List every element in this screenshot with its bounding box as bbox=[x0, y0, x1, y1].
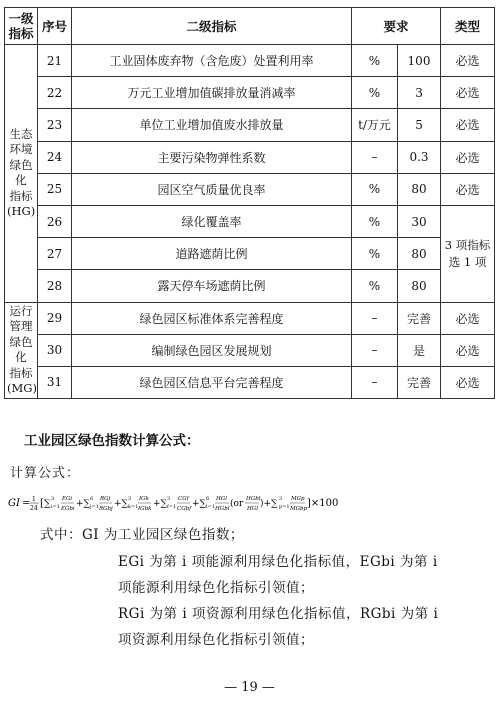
row-unit: – bbox=[352, 141, 398, 173]
row-name: 绿化覆盖率 bbox=[72, 205, 352, 237]
category-mg: 运行 管理 绿色 化 指标 (MG) bbox=[5, 302, 38, 399]
indicator-table bbox=[4, 7, 495, 399]
svg-text:24: 24 bbox=[30, 505, 38, 512]
row-type: 必选 bbox=[441, 109, 495, 141]
svg-text:EGi: EGi bbox=[62, 496, 73, 502]
svg-text:HGbl: HGbl bbox=[246, 496, 261, 502]
svg-text:1: 1 bbox=[32, 496, 36, 503]
row-value: 80 bbox=[398, 270, 441, 302]
svg-text:6: 6 bbox=[206, 496, 210, 502]
header-requirement: 要求 bbox=[352, 8, 441, 45]
table-row bbox=[5, 238, 495, 270]
row-unit: – bbox=[352, 334, 398, 366]
svg-text:3: 3 bbox=[167, 496, 171, 502]
row-name: 道路遮荫比例 bbox=[72, 238, 352, 270]
table-row bbox=[5, 141, 495, 173]
svg-text:MGp: MGp bbox=[291, 496, 305, 502]
row-unit: % bbox=[352, 270, 398, 302]
row-seq: 28 bbox=[38, 270, 72, 302]
table-row bbox=[5, 270, 495, 302]
row-seq: 26 bbox=[38, 205, 72, 237]
row-name: 万元工业增加值碳排放量消减率 bbox=[72, 77, 352, 109]
svg-text:CGbf: CGbf bbox=[177, 506, 192, 512]
row-seq: 29 bbox=[38, 302, 72, 334]
svg-text:RGbj: RGbj bbox=[99, 506, 113, 512]
table-row bbox=[5, 109, 495, 141]
row-value: 80 bbox=[398, 238, 441, 270]
svg-text:+∑: +∑ bbox=[114, 499, 128, 509]
svg-text:=: = bbox=[22, 498, 31, 509]
svg-text:]×100: ]×100 bbox=[307, 498, 339, 509]
svg-text:HGl: HGl bbox=[216, 496, 227, 502]
row-name: 编制绿色园区发展规划 bbox=[72, 334, 352, 366]
row-value: 5 bbox=[398, 109, 441, 141]
row-unit: – bbox=[352, 302, 398, 334]
row-type: 必选 bbox=[441, 45, 495, 77]
svg-text:CGf: CGf bbox=[178, 496, 189, 502]
row-type: 必选 bbox=[441, 173, 495, 205]
row-type: 必选 bbox=[441, 77, 495, 109]
row-type: 必选 bbox=[441, 302, 495, 334]
svg-text:+∑: +∑ bbox=[76, 499, 90, 509]
category-hg: 生态 环境 绿色 化 指标 (HG) bbox=[5, 45, 38, 303]
header-type: 类型 bbox=[441, 8, 495, 45]
row-name: 主要污染物弹性系数 bbox=[72, 141, 352, 173]
svg-text:l=1: l=1 bbox=[206, 504, 215, 510]
row-value: 完善 bbox=[398, 366, 441, 398]
row-value: 80 bbox=[398, 173, 441, 205]
svg-text:j=1: j=1 bbox=[90, 504, 99, 510]
table-row bbox=[5, 334, 495, 366]
svg-text:HGl: HGl bbox=[247, 506, 258, 512]
table-row bbox=[5, 77, 495, 109]
row-unit: % bbox=[352, 77, 398, 109]
header-seq: 序号 bbox=[38, 8, 72, 45]
row-unit: % bbox=[352, 205, 398, 237]
row-seq: 25 bbox=[38, 173, 72, 205]
table-row bbox=[5, 205, 495, 237]
row-value: 3 bbox=[398, 77, 441, 109]
green-index-formula bbox=[8, 488, 496, 518]
row-value: 完善 bbox=[398, 302, 441, 334]
header-level2: 二级指标 bbox=[72, 8, 352, 45]
svg-text:IGbk: IGbk bbox=[138, 506, 152, 512]
row-type: 必选 bbox=[441, 141, 495, 173]
svg-text:[: [ bbox=[40, 498, 44, 509]
row-seq: 22 bbox=[38, 77, 72, 109]
row-name: 绿色园区标准体系完善程度 bbox=[72, 302, 352, 334]
svg-text:3: 3 bbox=[279, 496, 283, 502]
explanation-line-1: 式中：GI 为工业园区绿色指数； bbox=[40, 527, 244, 543]
row-unit: t/万元 bbox=[352, 109, 398, 141]
svg-text:k=1: k=1 bbox=[128, 504, 139, 510]
svg-text:3: 3 bbox=[128, 496, 132, 502]
row-seq: 23 bbox=[38, 109, 72, 141]
row-value: 0.3 bbox=[398, 141, 441, 173]
svg-text:∑: ∑ bbox=[44, 499, 51, 509]
svg-text:+∑: +∑ bbox=[192, 499, 206, 509]
formula-section-title: 工业园区绿色指数计算公式： bbox=[24, 433, 200, 449]
row-type: 必选 bbox=[441, 334, 495, 366]
table-row bbox=[5, 366, 495, 398]
svg-text:GI: GI bbox=[8, 498, 20, 509]
explanation-line-5: 项资源利用绿色化指标引领值； bbox=[118, 632, 314, 648]
svg-text:3: 3 bbox=[51, 496, 55, 502]
header-level1: 一级 指标 bbox=[5, 8, 38, 45]
row-unit: % bbox=[352, 45, 398, 77]
svg-text:MGbp: MGbp bbox=[290, 506, 308, 512]
svg-text:IGk: IGk bbox=[139, 496, 149, 502]
svg-text:HGbl: HGbl bbox=[215, 506, 230, 512]
calc-formula-label: 计算公式： bbox=[10, 466, 81, 481]
row-seq: 30 bbox=[38, 334, 72, 366]
row-value: 30 bbox=[398, 205, 441, 237]
svg-text:i=1: i=1 bbox=[51, 504, 60, 510]
row-name: 工业固体废弃物（含危废）处置利用率 bbox=[72, 45, 352, 77]
row-seq: 24 bbox=[38, 141, 72, 173]
row-unit: % bbox=[352, 238, 398, 270]
page-number: — 19 — bbox=[224, 680, 275, 695]
row-seq: 27 bbox=[38, 238, 72, 270]
row-seq: 31 bbox=[38, 366, 72, 398]
table-row bbox=[5, 45, 495, 77]
svg-text:(or: (or bbox=[230, 499, 244, 509]
row-type: 必选 bbox=[441, 366, 495, 398]
svg-text:6: 6 bbox=[90, 496, 94, 502]
svg-text:RGj: RGj bbox=[100, 496, 111, 502]
svg-text:+∑: +∑ bbox=[153, 499, 167, 509]
table-row bbox=[5, 302, 495, 334]
row-name: 单位工业增加值废水排放量 bbox=[72, 109, 352, 141]
svg-text:p=1: p=1 bbox=[279, 504, 290, 510]
svg-text:)+∑: )+∑ bbox=[260, 499, 278, 509]
row-unit: % bbox=[352, 173, 398, 205]
explanation-line-3: 项能源利用绿色化指标引领值； bbox=[118, 580, 314, 596]
row-seq: 21 bbox=[38, 45, 72, 77]
row-name: 园区空气质量优良率 bbox=[72, 173, 352, 205]
table-row bbox=[5, 173, 495, 205]
explanation-line-4: RGi 为第 i 项资源利用绿色化指标值，RGbi 为第 i bbox=[118, 606, 439, 622]
table-header-row bbox=[5, 8, 495, 45]
row-value: 100 bbox=[398, 45, 441, 77]
row-value: 是 bbox=[398, 334, 441, 366]
svg-text:EGbi: EGbi bbox=[61, 506, 75, 512]
row-unit: – bbox=[352, 366, 398, 398]
row-name: 露天停车场遮荫比例 bbox=[72, 270, 352, 302]
choose-one-note: 3 项指标 选 1 项 bbox=[441, 205, 495, 302]
row-name: 绿色园区信息平台完善程度 bbox=[72, 366, 352, 398]
explanation-line-2: EGi 为第 i 项能源利用绿色化指标值，EGbi 为第 i bbox=[118, 554, 438, 570]
svg-text:f=1: f=1 bbox=[167, 504, 177, 510]
